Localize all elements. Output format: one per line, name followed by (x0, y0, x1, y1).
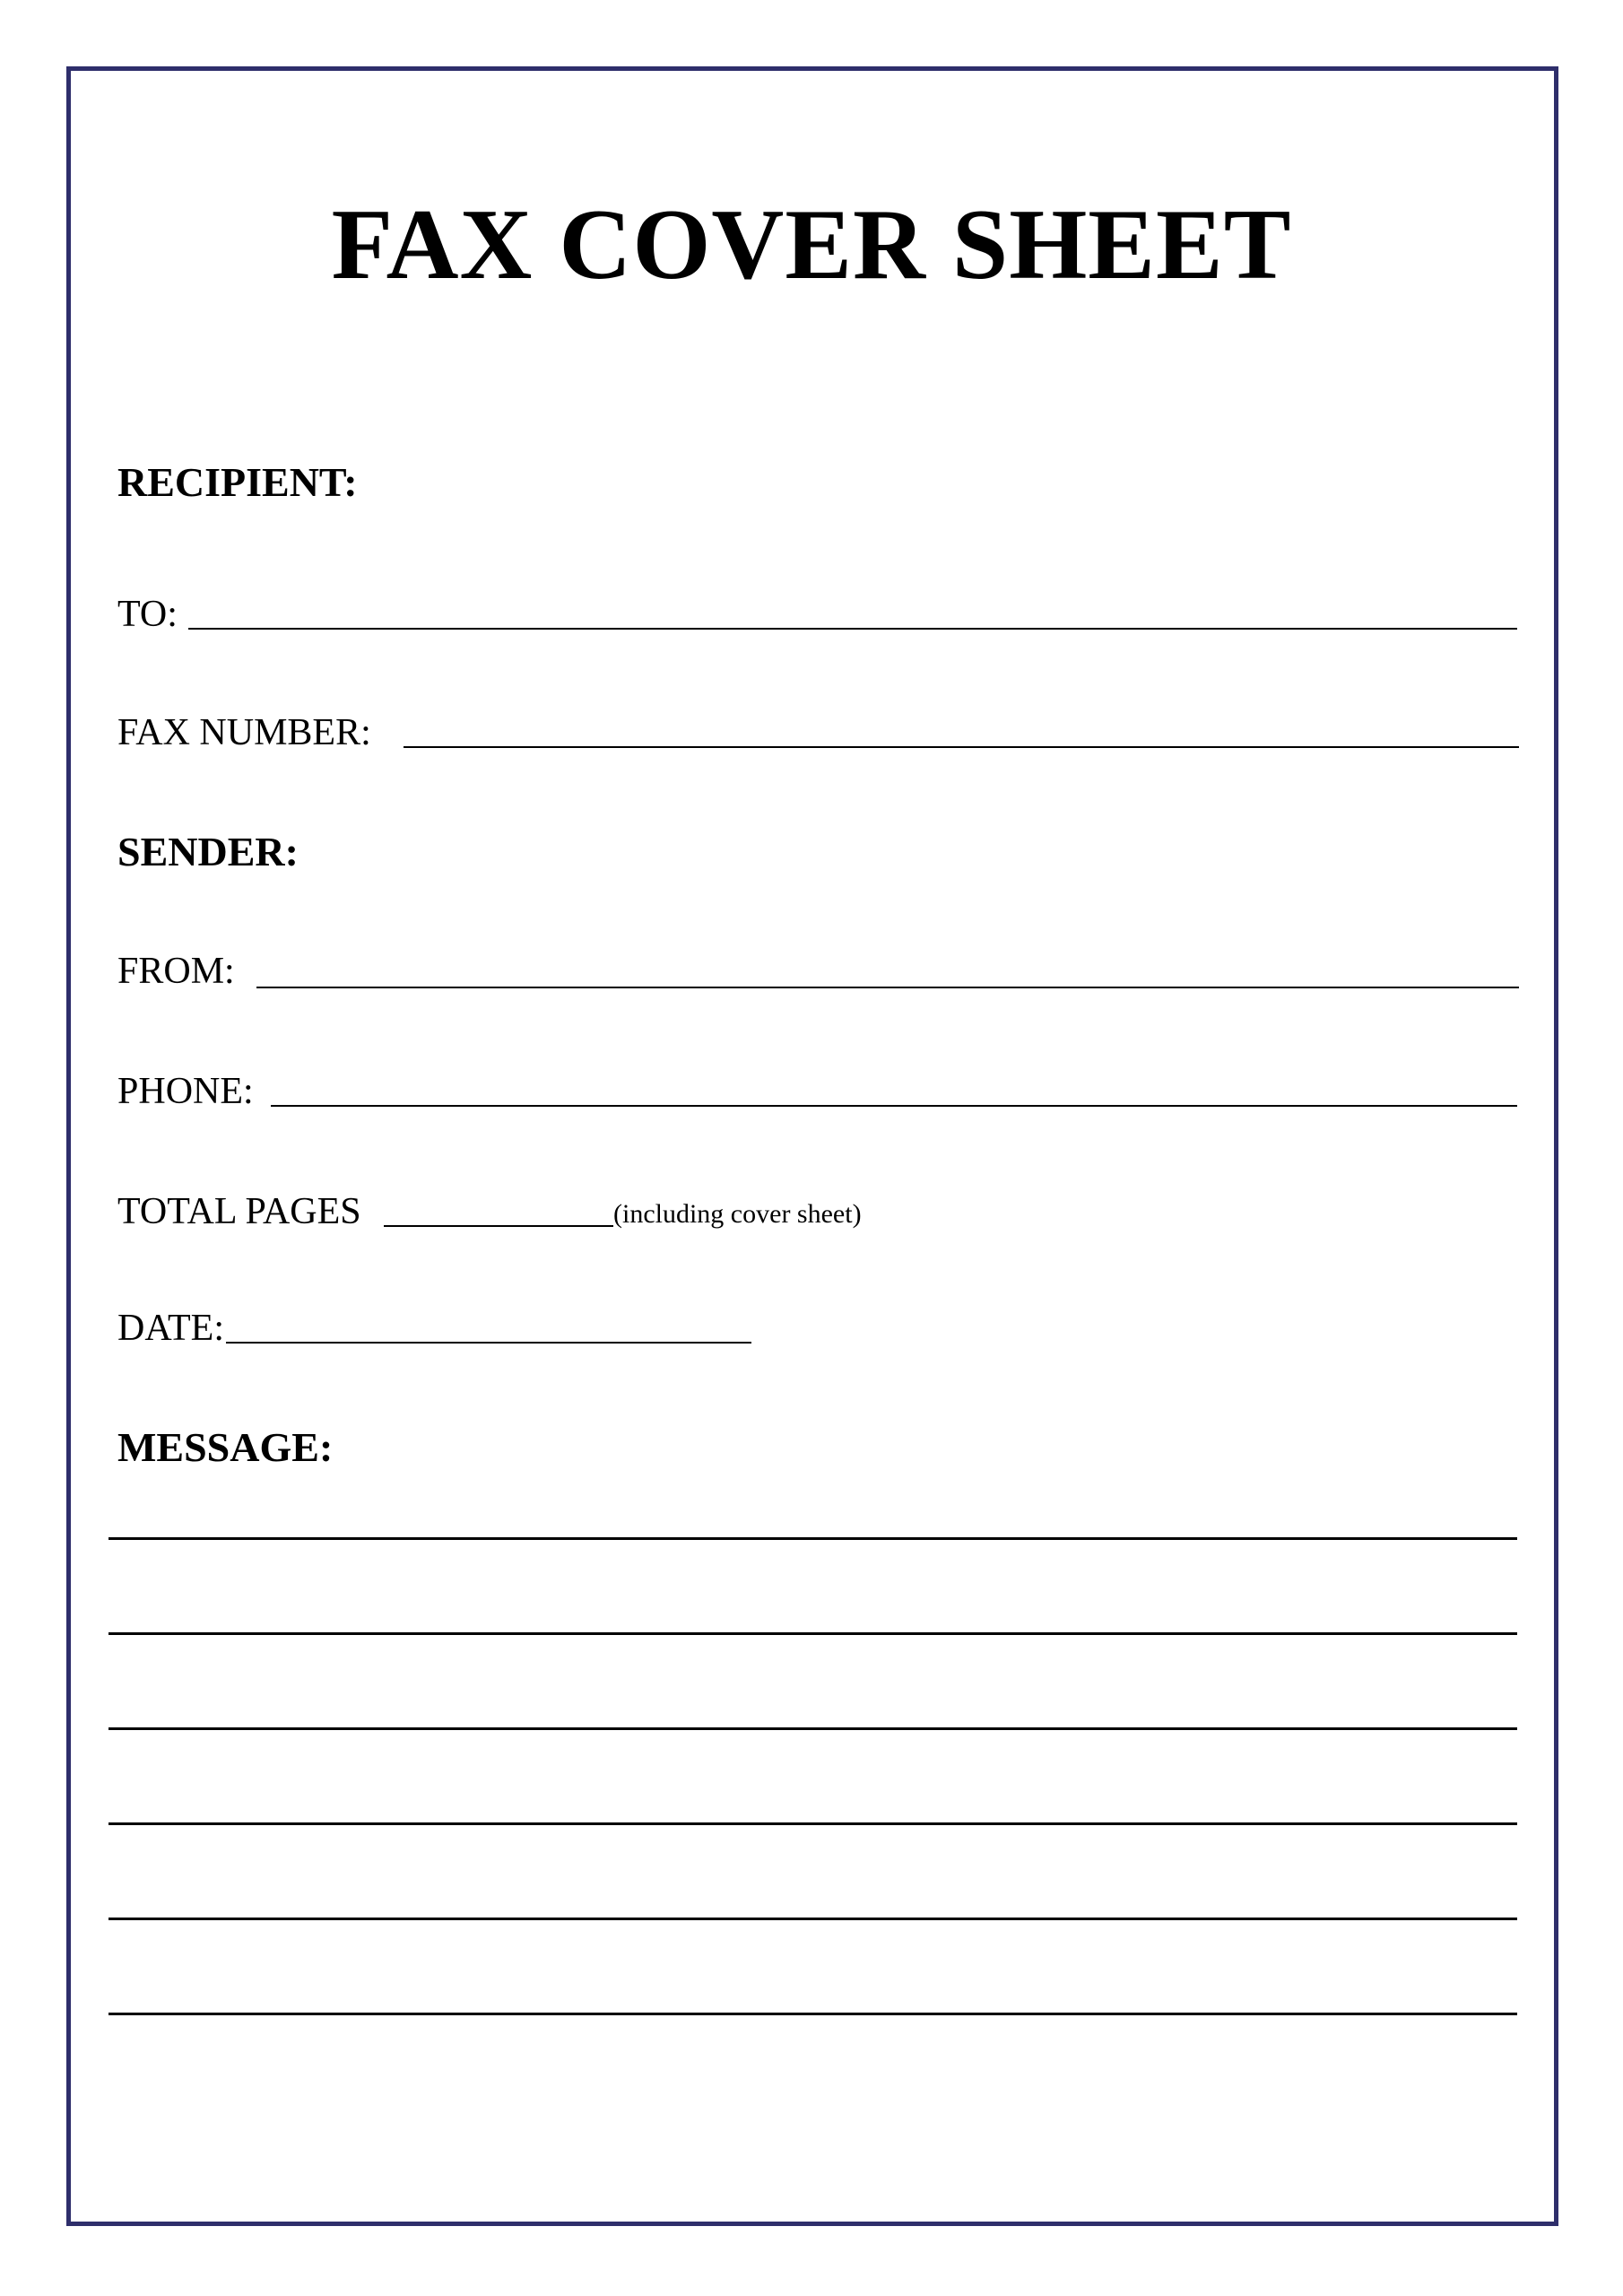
message-line-1[interactable] (108, 1537, 1517, 1540)
from-label: FROM: (117, 951, 235, 992)
message-line-5[interactable] (108, 1918, 1517, 1920)
total-pages-label: TOTAL PAGES (117, 1191, 361, 1232)
total-pages-field[interactable] (384, 1213, 613, 1227)
date-label: DATE: (117, 1308, 224, 1349)
recipient-heading: RECIPIENT: (117, 459, 358, 505)
phone-label: PHONE: (117, 1071, 254, 1112)
to-field[interactable] (188, 615, 1517, 630)
to-label: TO: (117, 594, 178, 635)
message-line-4[interactable] (108, 1822, 1517, 1825)
fax-number-label: FAX NUMBER: (117, 712, 371, 753)
message-heading: MESSAGE: (117, 1424, 334, 1470)
date-field[interactable] (226, 1329, 751, 1344)
page-title: FAX COVER SHEET (331, 189, 1292, 300)
sender-heading: SENDER: (117, 829, 299, 874)
page-border (66, 66, 1558, 2226)
message-line-2[interactable] (108, 1632, 1517, 1635)
total-pages-note: (including cover sheet) (613, 1199, 862, 1229)
phone-field[interactable] (271, 1092, 1517, 1107)
message-line-6[interactable] (108, 2013, 1517, 2015)
message-line-3[interactable] (108, 1727, 1517, 1730)
fax-number-field[interactable] (404, 734, 1519, 748)
from-field[interactable] (256, 974, 1519, 988)
